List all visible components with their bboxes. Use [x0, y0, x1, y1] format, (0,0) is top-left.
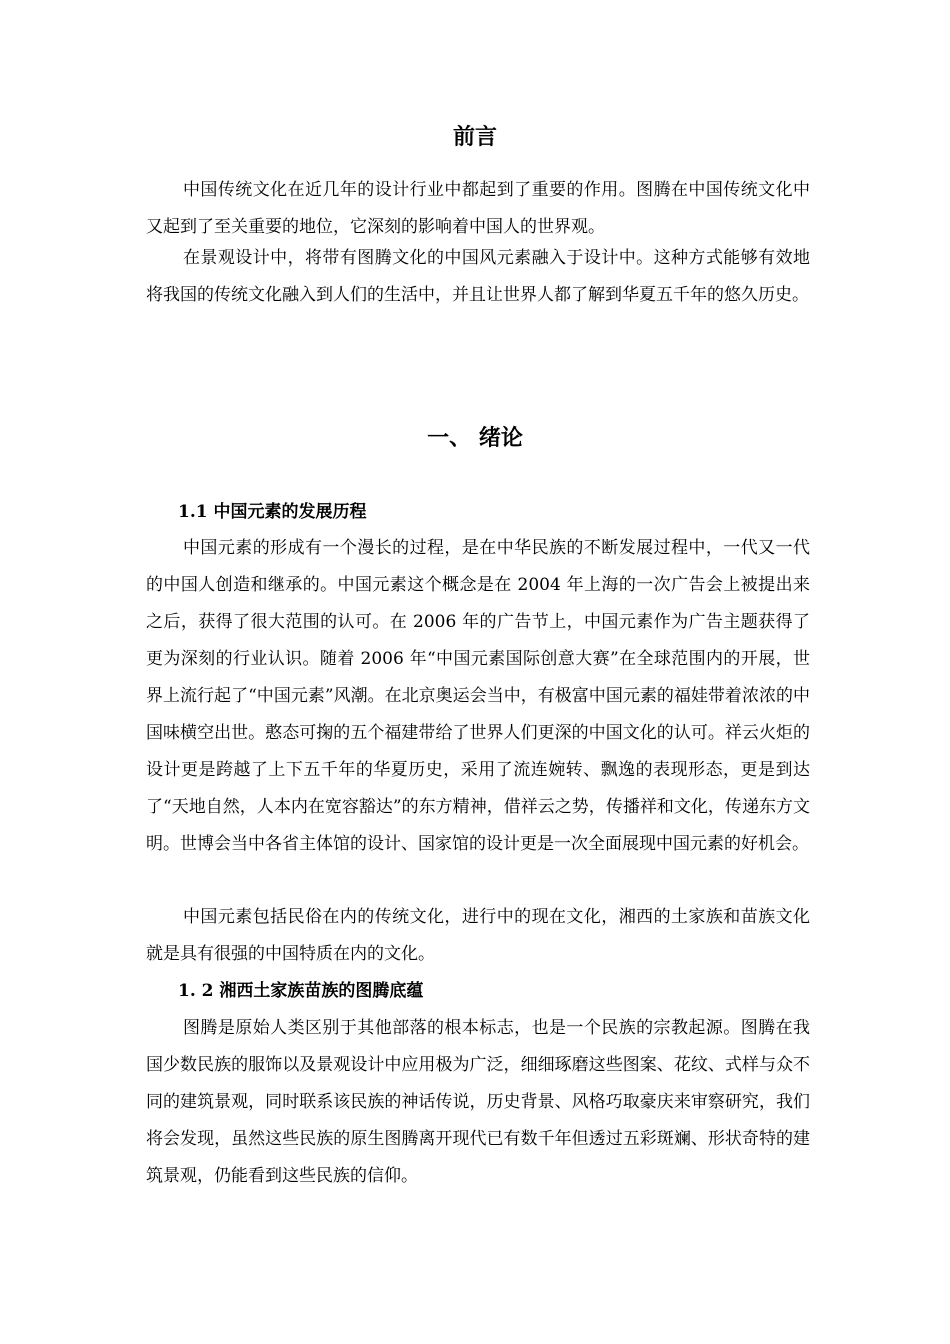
preface-paragraph-2: 在景观设计中，将带有图腾文化的中国风元素融入于设计中。这种方式能够有效地将我国的传统文化融入到人们的生活中，并且让世界人都了解到华夏五千年的悠久历史。	[146, 248, 810, 305]
section-1-1-paragraph-2: 中国元素包括民俗在内的传统文化，进行中的现在文化，湘西的土家族和苗族文化就是具有很强的中国特质在内的文化。	[146, 907, 810, 964]
section-heading-1-1: 1.1 中国元素的发展历程	[178, 502, 367, 522]
section-heading-1-2: 1. 2 湘西土家族苗族的图腾底蕴	[178, 981, 424, 1001]
chapter-title: 一、 绪论	[427, 425, 523, 451]
preface-title: 前言	[452, 124, 497, 150]
section-1-1-paragraph-1: 中国元素的形成有一个漫长的过程，是在中华民族的不断发展过程中，一代又一代的中国人创造和继承的。中国元素这个概念是在 2004 年上海的一次广告会上被提出来之后，获得了很大范围的认可。在 2006 年的广告节上，中国元素作为广告主题获得了更为深刻的行业认识。随着 2006 年“中国元素国际创意大赛”在全球范围内的开展，世界上流行起了“中国元素”风潮。在北京奥运会当中，有极富中国元素的福娃带着浓浓的中国味横空出世。憨态可掬的五个福建带给了世界人们更深的中国文化的认可。祥云火炬的设计更是跨越了上下五千年的华夏历史，采用了流连婉转、飘逸的表现形态，更是到达了“天地自然，人本内在宽容豁达”的东方精神，借祥云之势，传播祥和文化，传递东方文明。世博会当中各省主体馆的设计、国家馆的设计更是一次全面展现中国元素的好机会。	[146, 538, 810, 854]
section-1-2-paragraph-1: 图腾是原始人类区别于其他部落的根本标志，也是一个民族的宗教起源。图腾在我国少数民族的服饰以及景观设计中应用极为广泛，细细琢磨这些图案、花纹、式样与众不同的建筑景观，同时联系该民族的神话传说，历史背景、风格巧取豪庆来审察研究，我们将会发现，虽然这些民族的原生图腾离开现代已有数千年但透过五彩斑斓、形状奇特的建筑景观，仍能看到这些民族的信仰。	[146, 1018, 810, 1186]
preface-paragraph-1: 中国传统文化在近几年的设计行业中都起到了重要的作用。图腾在中国传统文化中又起到了至关重要的地位，它深刻的影响着中国人的世界观。	[146, 180, 810, 237]
